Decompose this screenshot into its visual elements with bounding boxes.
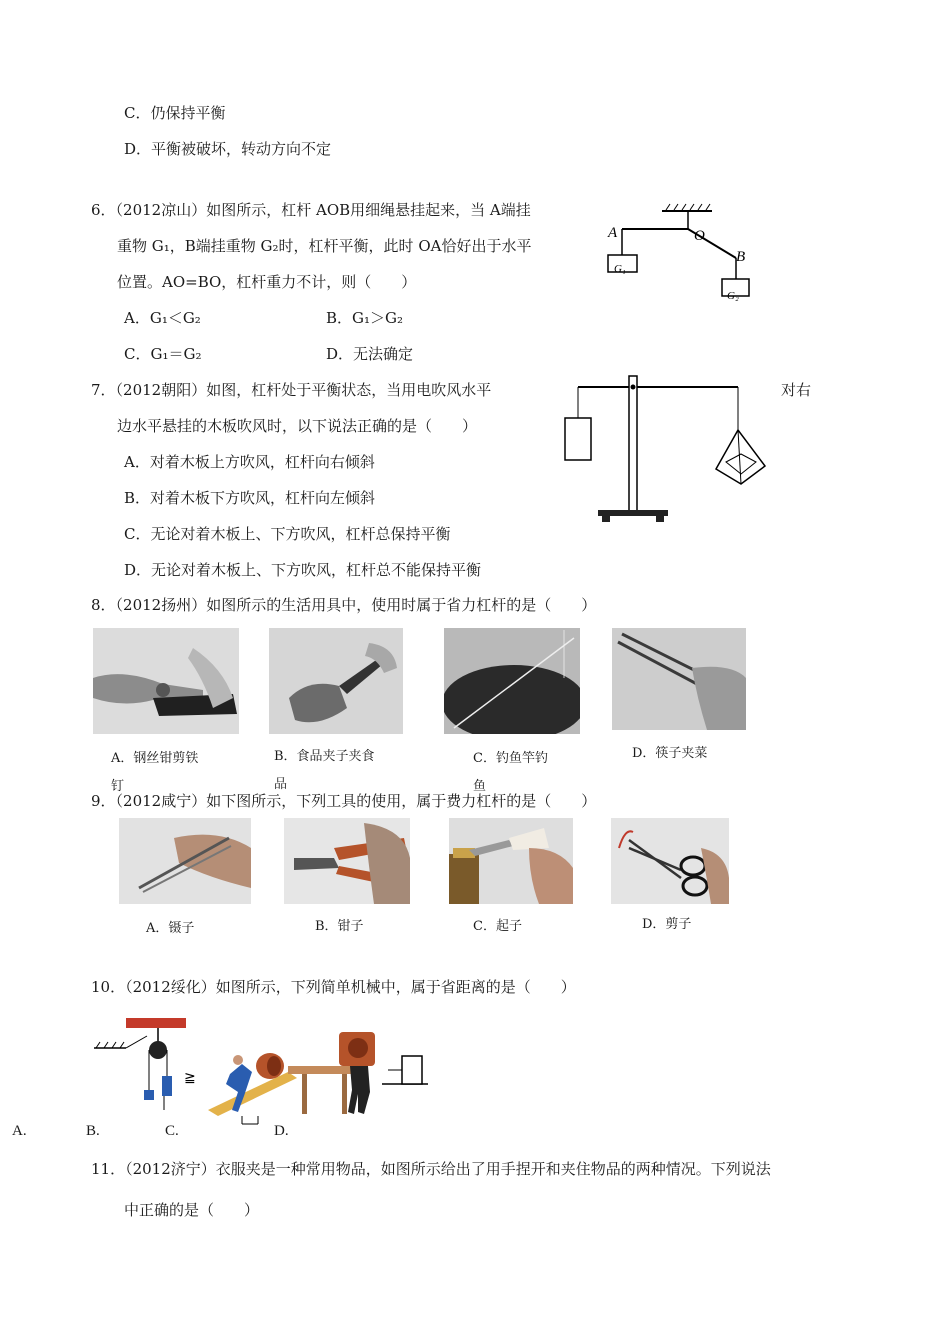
q8-stem: 8．（2012扬州）如图所示的生活用具中，使用时属于省力杠杆的是（ ） (91, 596, 597, 614)
q9-caption-b: B．钳子 (315, 919, 364, 934)
q6-option-d: D．无法确定 (326, 345, 414, 363)
q6-label-b: B (736, 249, 746, 265)
q9-scissors-photo (611, 818, 729, 904)
q7-option-d: D．无论对着木板上、下方吹风，杠杆总不能保持平衡 (124, 561, 482, 579)
q7-option-a: A．对着木板上方吹风，杠杆向右倾斜 (124, 453, 375, 471)
q8-caption-d-l1: D．筷子夹菜 (632, 746, 708, 761)
q6-option-c: C．G₁＝G₂ (124, 345, 202, 363)
q6-label-o: O (694, 228, 705, 244)
q8-chopsticks-photo (612, 628, 746, 730)
q9-caption-d: D．剪子 (642, 917, 692, 932)
q10-label-c: C. (165, 1123, 179, 1139)
q10-label-a: A. (12, 1123, 27, 1139)
q7-stem-line1-tail: 对右 (781, 381, 812, 399)
q6-stem-line1: 6．（2012凉山）如图所示，杠杆 AOB用细绳悬挂起来，当 A端挂 (91, 201, 531, 219)
q9-bottle-opener-photo (449, 818, 573, 904)
q6-lever-figure (600, 200, 770, 310)
q10-stem: 10．（2012绥化）如图所示，下列简单机械中，属于省距离的是（ ） (91, 978, 576, 996)
q8-caption-b-l2: 品 (274, 777, 288, 792)
q6-option-a: A．G₁＜G₂ (124, 309, 201, 327)
q6-label-g2: G₂ (727, 290, 739, 302)
q8-caption-c-l2: 鱼 (473, 779, 487, 794)
q6-stem-line2: 重物 G₁，B端挂重物 G₂时，杠杆平衡，此时 OA恰好出于水平 (117, 237, 532, 255)
q8-fishing-rod-photo (444, 628, 580, 734)
q6-option-b: B．G₁＞G₂ (326, 309, 404, 327)
q10-label-d: D. (274, 1123, 289, 1139)
q7-option-b: B．对着木板下方吹风，杠杆向左倾斜 (124, 489, 376, 507)
q5-option-c: C．仍保持平衡 (124, 104, 226, 122)
q10-machines-figure (92, 1014, 432, 1126)
q11-stem-line2: 中正确的是（ ） (124, 1201, 260, 1219)
q9-tweezers-photo (119, 818, 251, 904)
q5-option-d: D．平衡被破坏，转动方向不定 (124, 140, 332, 158)
q9-stem: 9．（2012咸宁）如下图所示，下列工具的使用，属于费力杠杆的是（ ） (91, 792, 597, 810)
q8-caption-c-l1: C．钓鱼竿钓 (473, 751, 548, 766)
q7-stem-line1: 7．（2012朝阳）如图，杠杆处于平衡状态，当用电吹风水平 (91, 381, 492, 399)
q9-pliers-photo (284, 818, 410, 904)
q8-caption-a-l1: A．钢丝钳剪铁 (111, 751, 199, 766)
q8-pliers-photo (93, 628, 239, 734)
q6-label-a: A (608, 225, 618, 241)
q6-label-g1: G₁ (614, 263, 626, 275)
svg-text:≧: ≧ (184, 1070, 196, 1086)
q8-food-tongs-photo (269, 628, 403, 734)
q8-caption-a-l2: 钉 (111, 779, 125, 794)
q9-caption-c: C．起子 (473, 919, 522, 934)
q11-stem-line1: 11．（2012济宁）衣服夹是一种常用物品，如图所示给出了用手捏开和夹住物品的两种情况。下列说法 (91, 1160, 771, 1178)
q10-label-b: B. (86, 1123, 100, 1139)
q9-caption-a: A．镊子 (146, 921, 195, 936)
q7-balance-figure (560, 372, 770, 527)
q8-caption-b-l1: B．食品夹子夹食 (274, 749, 375, 764)
q7-option-c: C．无论对着木板上、下方吹风，杠杆总保持平衡 (124, 525, 451, 543)
q6-stem-line3: 位置。AO=BO，杠杆重力不计，则（ ） (117, 273, 417, 291)
q7-stem-line2: 边水平悬挂的木板吹风时，以下说法正确的是（ ） (117, 417, 478, 435)
